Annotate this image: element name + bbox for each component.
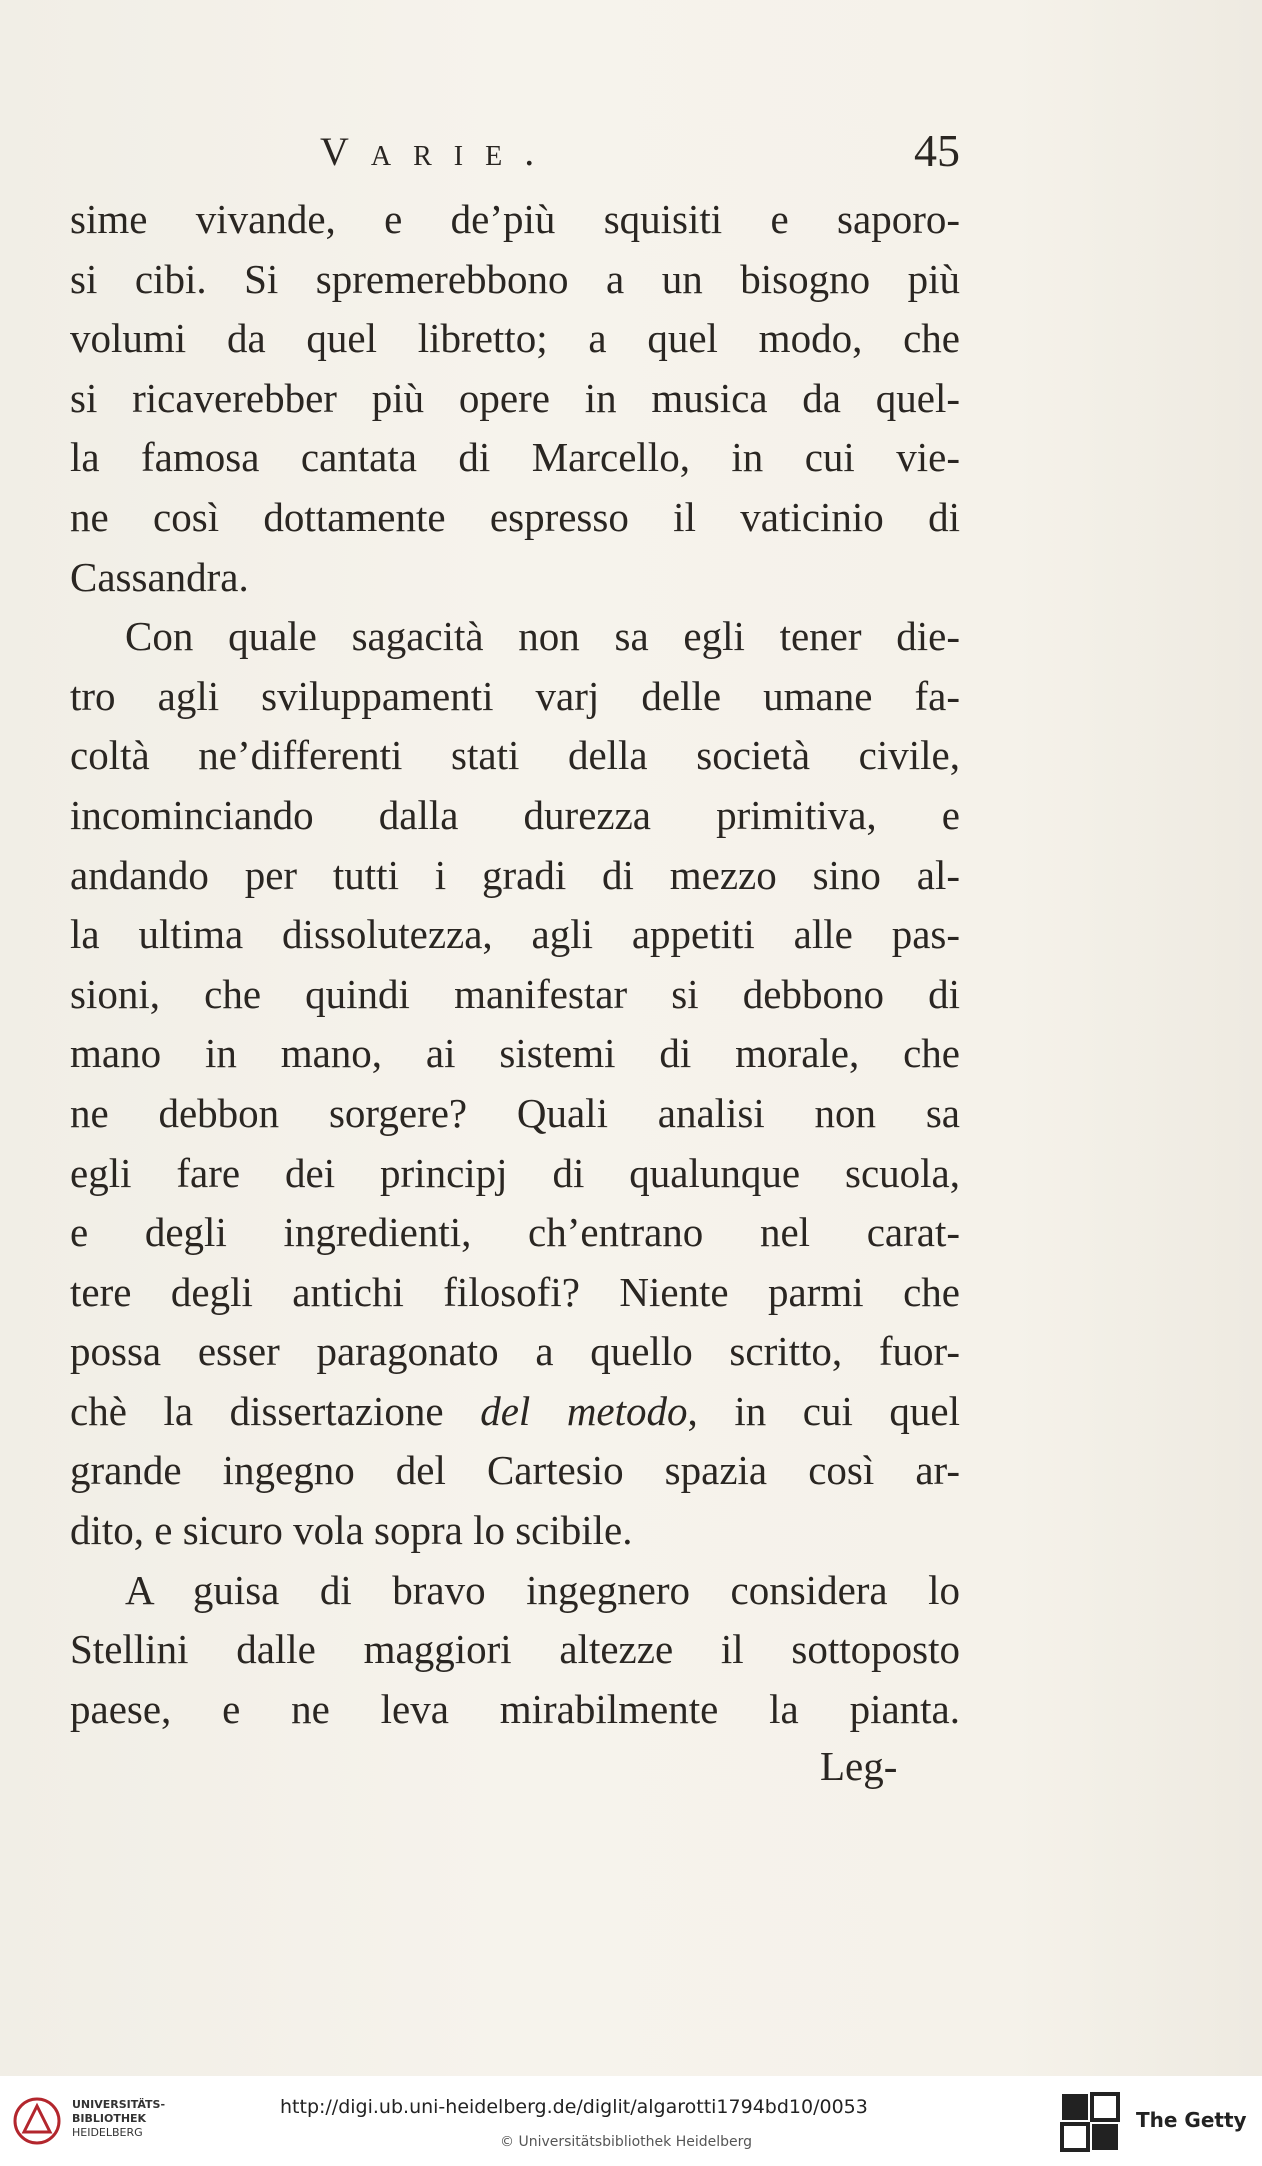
text-line: coltà ne’differenti stati della società civile, bbox=[70, 732, 960, 779]
text-line: mano in mano, ai sistemi di morale, che bbox=[70, 1030, 960, 1077]
text-line: incominciando dalla durezza primitiva, e bbox=[70, 791, 960, 838]
text-line: grande ingegno del Cartesio spazia così ar- bbox=[70, 1447, 960, 1494]
text-line: la ultima dissolutezza, agli appetiti alle pas- bbox=[70, 911, 960, 958]
text-line: Con quale sagacità non sa egli tener die- bbox=[125, 613, 960, 660]
text-line: si cibi. Si spremerebbono a un bisogno più bbox=[70, 255, 960, 302]
text-line: egli fare dei principj di qualunque scuola, bbox=[70, 1149, 960, 1196]
library-name bbox=[72, 2098, 165, 2140]
text-line: e degli ingredienti, ch’entrano nel carat- bbox=[70, 1209, 960, 1256]
text-line: dito, e sicuro vola sopra lo scibile. bbox=[70, 1507, 633, 1554]
running-title: Varie. bbox=[320, 129, 557, 174]
text-line: ne così dottamente espresso il vaticinio di bbox=[70, 493, 960, 540]
text-line: tro agli sviluppamenti varj delle umane fa- bbox=[70, 672, 960, 719]
text-line: Stellini dalle maggiori altezze il sottoposto bbox=[70, 1626, 960, 1673]
library-name-line: UNIVERSITÄTS- bbox=[72, 2098, 166, 2111]
text-line: la famosa cantata di Marcello, in cui vie- bbox=[70, 434, 960, 481]
getty-logo-icon bbox=[1060, 2092, 1120, 2152]
text-line: volumi da quel libretto; a quel modo, che bbox=[70, 315, 960, 362]
partner-name: The Getty bbox=[1136, 2108, 1247, 2132]
copyright-notice: © Universitätsbibliothek Heidelberg bbox=[500, 2134, 753, 2150]
text-line-mixed bbox=[70, 1382, 960, 1442]
page-number: 45 bbox=[914, 125, 960, 176]
text-line: possa esser paragonato a quello scritto, fuor- bbox=[70, 1328, 960, 1375]
text-segment: , in cui quel bbox=[687, 1387, 961, 1434]
text-line: sioni, che quindi manifestar si debbono di bbox=[70, 970, 960, 1017]
text-line: paese, e ne leva mirabilmente la pianta. bbox=[70, 1685, 960, 1732]
library-name-line: BIBLIOTHEK bbox=[72, 2112, 147, 2125]
text-segment: chè la dissertazione bbox=[70, 1387, 444, 1434]
text-line: Cassandra. bbox=[70, 553, 249, 600]
university-library-logo-icon bbox=[12, 2096, 62, 2146]
footer-bar bbox=[0, 2076, 1262, 2166]
text-line: andando per tutti i gradi di mezzo sino al- bbox=[70, 851, 960, 898]
text-line: si ricaverebber più opere in musica da quel- bbox=[70, 374, 960, 421]
text-line: tere degli antichi filosofi? Niente parmi che bbox=[70, 1268, 960, 1315]
page-header bbox=[320, 118, 960, 188]
text-line: A guisa di bravo ingegnero considera lo bbox=[125, 1566, 960, 1613]
permalink-url[interactable]: http://digi.ub.uni-heidelberg.de/diglit/algarotti1794bd10/0053 bbox=[280, 2096, 868, 2118]
text-line: ne debbon sorgere? Quali analisi non sa bbox=[70, 1089, 960, 1136]
catchword: Leg- bbox=[820, 1743, 898, 1789]
body-text bbox=[70, 190, 960, 1739]
library-name-line: HEIDELBERG bbox=[72, 2126, 143, 2139]
italic-title: del metodo bbox=[480, 1387, 688, 1434]
text-line: sime vivande, e de’più squisiti e saporo- bbox=[70, 196, 960, 242]
